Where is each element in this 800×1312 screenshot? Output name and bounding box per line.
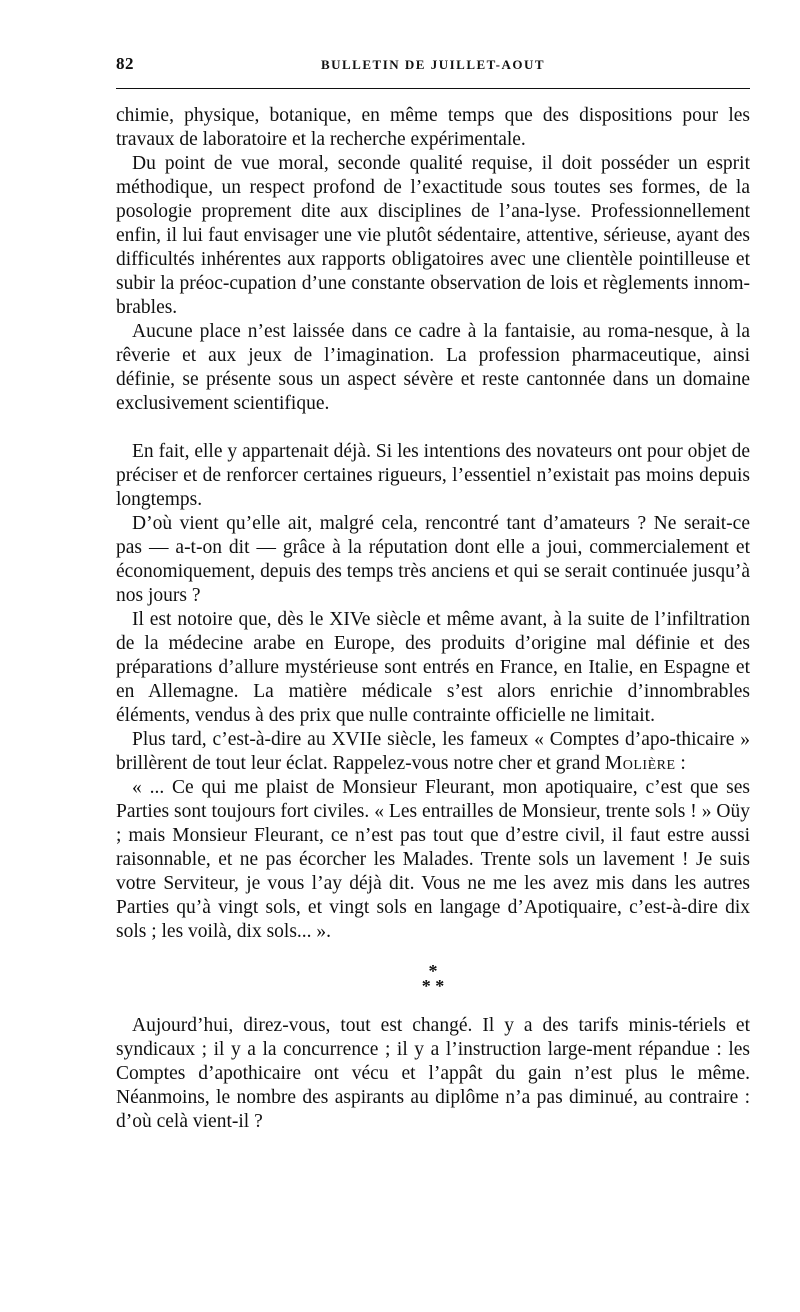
moliere-quote: « ... Ce qui me plaist de Monsieur Fleurant, mon apotiquaire, c’est que ses Parties sont toujours fort civiles. « Les entrailles de Monsieur, trente sols ! » Oüy ; mais Monsieur Fleurant, ce n’est pas tout que d’estre civil, il faut estre aussi raisonnable, et ne pas écorcher les Malades. Trente sols un lavement ! Je suis votre Serviteur, je vous l’ay déjà dit. Vous ne me les avez mis dans les autres Parties qu’à vingt sols, et vingt sols en langage d’Apotiquaire, c’est-à-dire dix sols ; les voilà, dix sols... ». xyxy=(116,777,750,942)
paragraph-7-end: : xyxy=(675,753,686,774)
paragraph-2: Du point de vue moral, seconde qualité requise, il doit posséder un esprit méthodique, un respect profond de l’exactitude sous toutes ses formes, de la posologie proprement dite aux disciplines de l’ana-lyse. Professionnellement enfin, il lui faut envisager une vie plutôt sédentaire, attentive, sérieuse, ayant des difficultés inhérentes aux rapports obligatoires avec une clientèle pointilleuse et subir la préoc-cupation d’une constante observation de lois et règlements innom-brables. xyxy=(116,153,750,318)
page-header xyxy=(116,54,750,82)
paragraph-8: Aujourd’hui, direz-vous, tout est changé. Il y a des tarifs minis-tériels et syndicaux ; il y a la concurrence ; il y a l’instruction large-ment répandue : les Comptes d’apothicaire ont vécu et l’appât du gain n’est plus le même. Néanmoins, le nombre des aspirants au diplôme n’a pas diminué, au contraire : d’où celà vient-il ? xyxy=(116,1015,750,1132)
paragraph-5: D’où vient qu’elle ait, malgré cela, rencontré tant d’amateurs ? Ne serait-ce pas — a-t-on dit — grâce à la réputation dont elle a joui, commercialement et économiquement, depuis des temps très anciens et qui se serait continuée jusqu’à nos jours ? xyxy=(116,513,750,606)
body-text xyxy=(116,104,750,1134)
author-name: Molière xyxy=(604,753,676,774)
paragraph-6: Il est notoire que, dès le XIVe siècle et même avant, à la suite de l’infiltration de la médecine arabe en Europe, des produits d’origine mal définie et des préparations d’allure mystérieuse sont entrés en France, en Italie, en Espagne et en Allemagne. La matière médicale s’est alors enrichie d’innombrables éléments, vendus à des prix que nulle contrainte officielle ne limitait. xyxy=(116,609,750,726)
asterism-top: * xyxy=(428,961,438,981)
paragraph-1: chimie, physique, botanique, en même temps que des dispositions pour les travaux de laboratoire et la recherche expérimentale. xyxy=(116,105,750,150)
paragraph-7-text: Plus tard, c’est-à-dire au XVIIe siècle, les fameux « Comptes d’apo-thicaire » brillèrent de tout leur éclat. Rappelez-vous notre cher et grand xyxy=(116,729,750,774)
asterism-bottom: * * xyxy=(421,976,445,996)
asterism-separator xyxy=(116,961,750,996)
paragraph-7 xyxy=(116,728,750,776)
page-number: 82 xyxy=(116,54,134,73)
running-title: BULLETIN DE JUILLET-AOUT xyxy=(320,57,546,72)
paragraph-3: Aucune place n’est laissée dans ce cadre à la fantaisie, au roma-nesque, à la rêverie et aux jeux de l’imagination. La profession pharmaceutique, ainsi définie, se présente sous un aspect sévère et reste cantonnée dans un domaine exclusivement scientifique. xyxy=(116,321,750,414)
paragraph-4: En fait, elle y appartenait déjà. Si les intentions des novateurs ont pour objet de préciser et de renforcer certaines rigueurs, l’essentiel n’existait pas moins depuis longtemps. xyxy=(116,441,750,510)
header-rule xyxy=(116,88,750,89)
section-gap xyxy=(116,416,750,440)
